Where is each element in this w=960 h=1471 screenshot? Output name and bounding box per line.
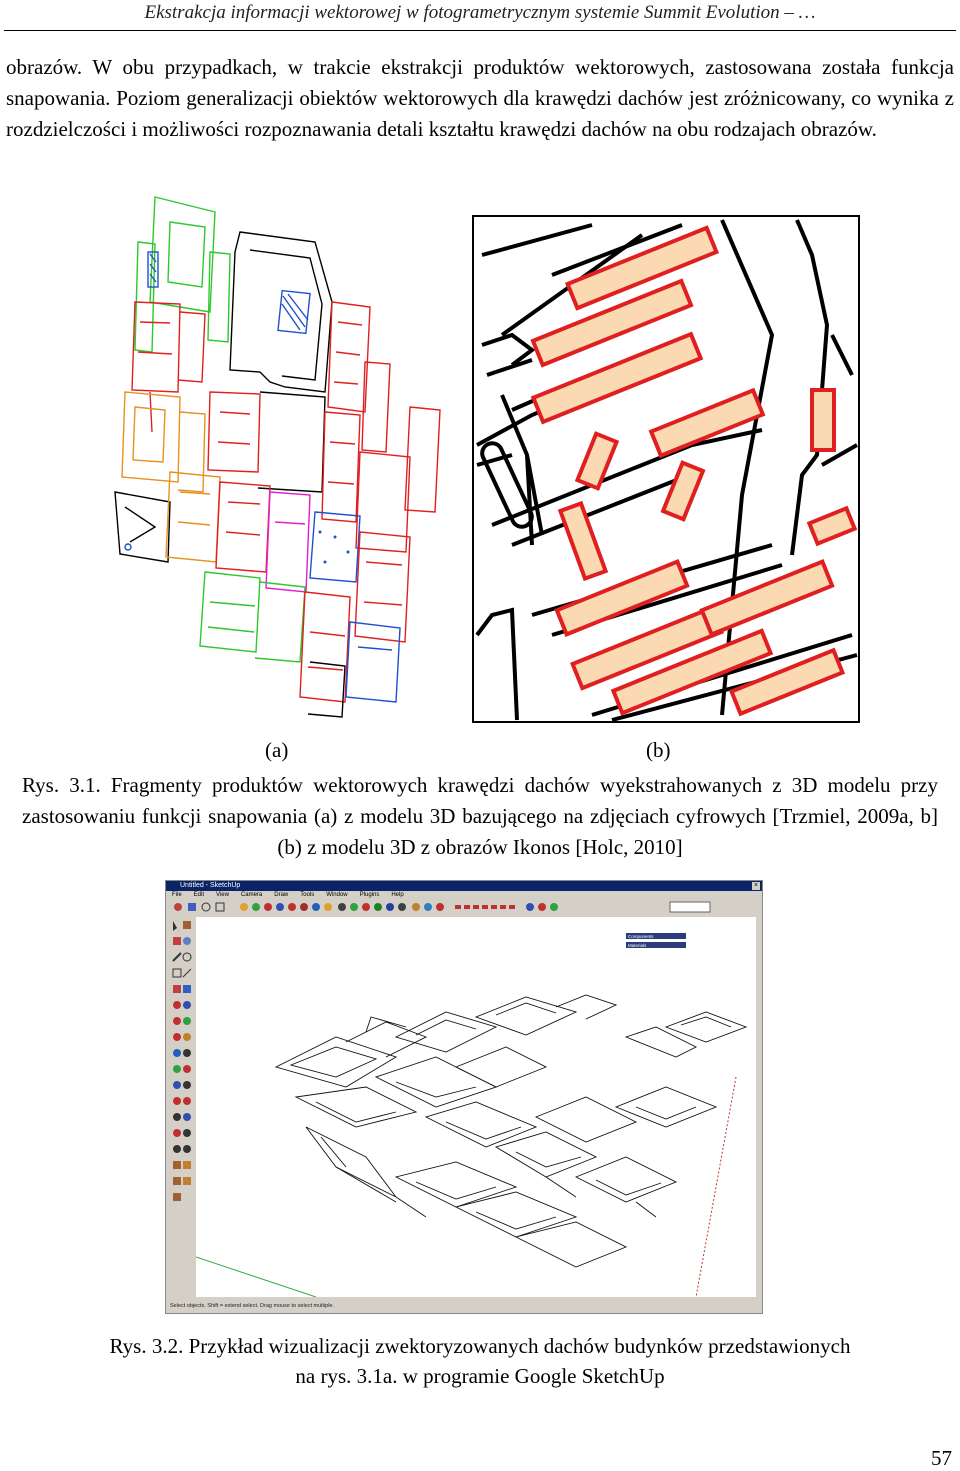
sketchup-title: Untitled - SketchUp bbox=[180, 882, 241, 889]
roof-wireframe-model bbox=[276, 995, 746, 1267]
green-axis bbox=[196, 1257, 316, 1297]
sketchup-viewport[interactable] bbox=[196, 917, 756, 1297]
running-header: Ekstrakcja informacji wektorowej w fotogrametrycznym systemie Summit Evolution – … bbox=[144, 2, 816, 23]
menu-tools[interactable]: Tools bbox=[300, 892, 315, 898]
menu-plugins[interactable]: Plugins bbox=[359, 892, 380, 898]
sketchup-titlebar bbox=[166, 881, 762, 891]
sketchup-top-toolbar[interactable] bbox=[170, 900, 758, 914]
tray-panels bbox=[626, 933, 686, 948]
tray-components: Components bbox=[628, 934, 654, 939]
figure-3-1a-vector-map bbox=[110, 192, 455, 722]
menu-file[interactable]: File bbox=[172, 892, 182, 898]
page-number: 57 bbox=[931, 1446, 952, 1470]
body-paragraph: obrazów. W obu przypadkach, w trakcie ekstrakcji produktów wektorowych, zastosowana została funkcja snapowania. Poziom generalizacji obiektów wektorowych dla krawędzi dachów jest zróżnicowany, co wynika z rozdzielczości i możliwości rozpoznawania detali kształtu krawędzi dachów na obu rodzajach obrazów. bbox=[6, 55, 954, 141]
header-rule bbox=[4, 30, 956, 31]
window-close-button[interactable]: × bbox=[753, 882, 759, 889]
sketchup-menubar bbox=[166, 891, 762, 900]
figure-3-1-caption: Rys. 3.1. Fragmenty produktów wektorowych krawędzi dachów wyekstrahowanych z 3D modelu przy zastosowaniu funkcji snapowania (a) z modelu 3D bazującego na zdjęciach cyfrowych [Trzmiel, 2009a, b] (b) z modelu 3D z obrazów Ikonos [Holc, 2010] bbox=[22, 773, 938, 859]
menu-view[interactable]: View bbox=[216, 892, 229, 898]
figure-3-1b-ikonos-map bbox=[472, 215, 860, 723]
red-axis bbox=[696, 1077, 736, 1297]
menu-window[interactable]: Window bbox=[326, 892, 348, 898]
figure-3-2-caption-line1: Rys. 3.2. Przykład wizualizacji zwektoryzowanych dachów budynków przedstawionych bbox=[109, 1334, 851, 1358]
sketchup-window bbox=[165, 880, 763, 1314]
label-a: (a) bbox=[265, 738, 289, 762]
sketchup-statusbar bbox=[166, 1301, 762, 1311]
menu-draw[interactable]: Draw bbox=[274, 892, 289, 898]
tray-materials: Materials bbox=[628, 943, 647, 948]
sketchup-left-toolbar[interactable] bbox=[170, 917, 194, 1297]
figure-3-2-caption-line2: na rys. 3.1a. w programie Google SketchUp bbox=[295, 1364, 665, 1388]
menu-help[interactable]: Help bbox=[391, 892, 404, 898]
label-b: (b) bbox=[646, 738, 671, 762]
status-text: Select objects. Shift = extend select. Drag mouse to select multiple. bbox=[170, 1303, 335, 1309]
menu-camera[interactable]: Camera bbox=[240, 892, 263, 898]
menu-edit[interactable]: Edit bbox=[193, 892, 205, 898]
